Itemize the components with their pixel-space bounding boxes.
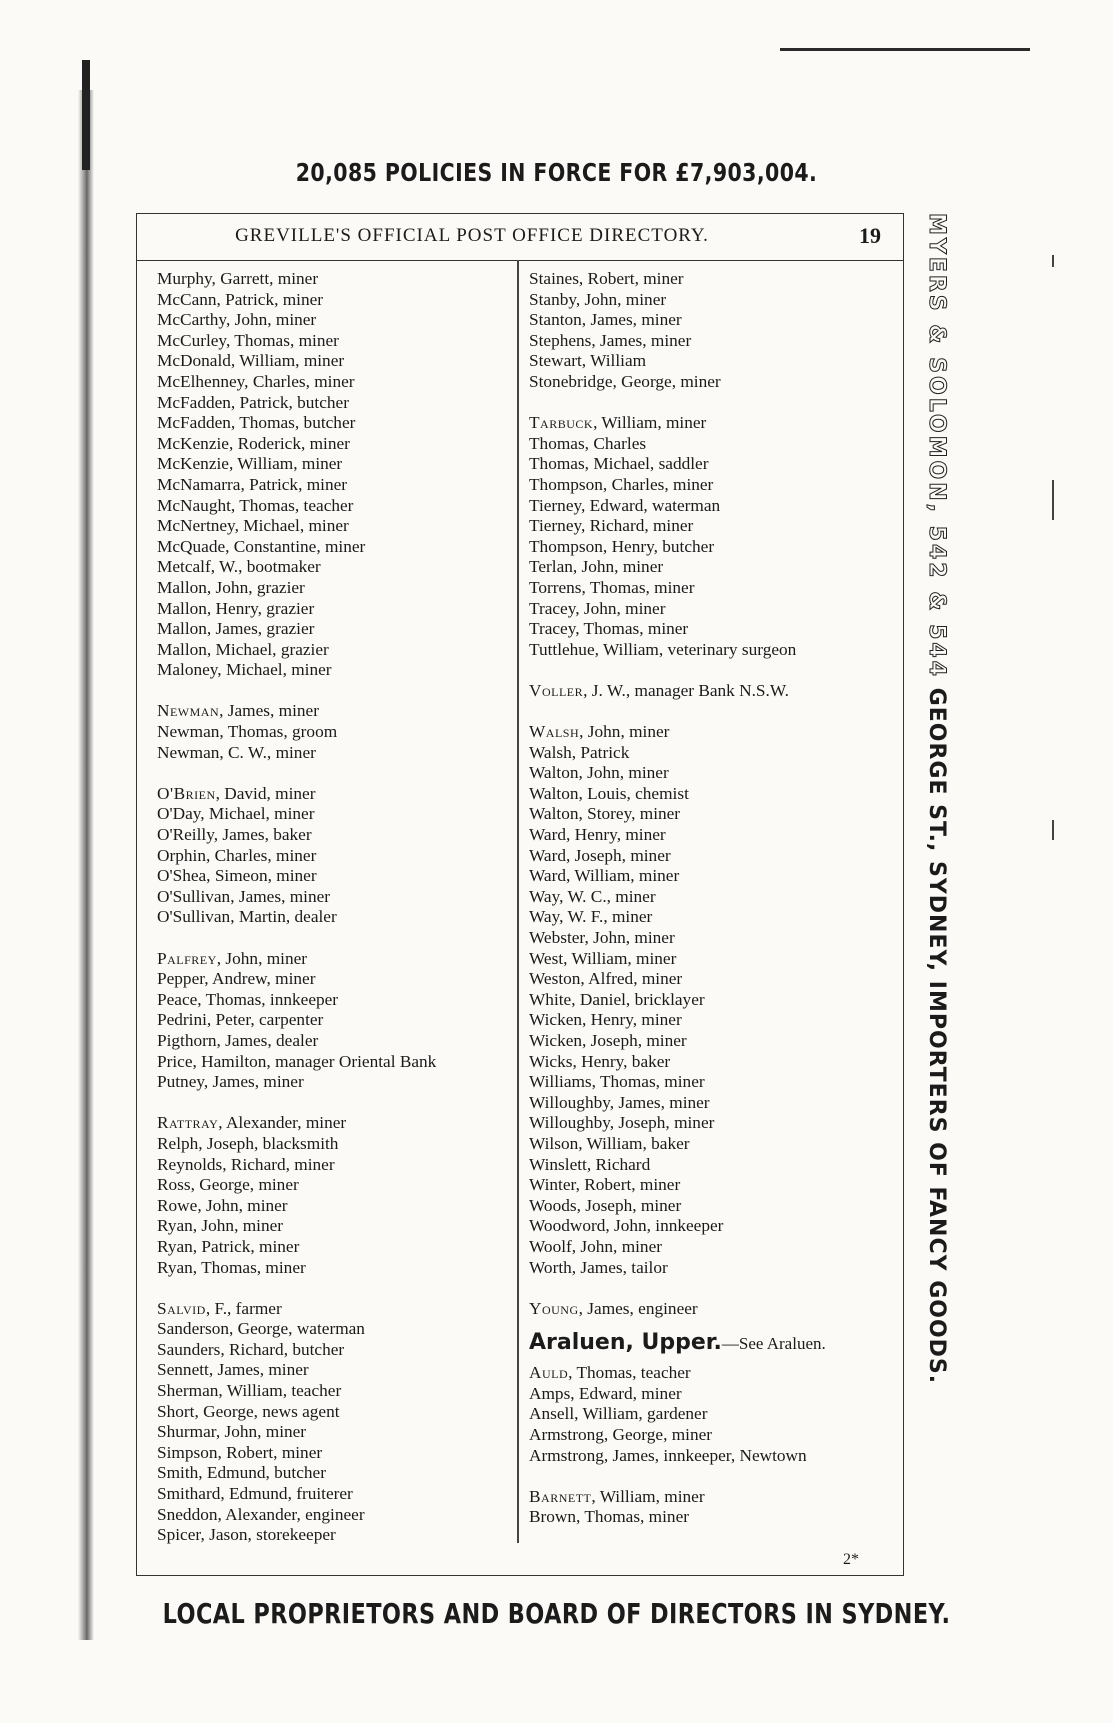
directory-entry: Barnett, William, miner <box>529 1486 705 1506</box>
side-advertisement-text <box>924 213 949 1576</box>
directory-entry: McCann, Patrick, miner <box>157 289 324 309</box>
column-divider <box>517 260 519 1543</box>
bottom-banner: LOCAL PROPRIETORS AND BOARD OF DIRECTORS IN SYDNEY. <box>162 1597 951 1630</box>
directory-entry: Pigthorn, James, dealer <box>157 1030 319 1050</box>
directory-entry: Walsh, John, miner <box>529 722 670 742</box>
directory-entry: Thomas, Michael, saddler <box>529 454 709 474</box>
directory-entry: Sherman, William, teacher <box>157 1381 342 1401</box>
directory-entry: Rowe, John, miner <box>157 1195 288 1215</box>
directory-entry: McKenzie, Roderick, miner <box>157 433 350 453</box>
section-gap <box>529 660 899 681</box>
directory-entry: Wicks, Henry, baker <box>529 1051 671 1071</box>
directory-entry: O'Brien, David, miner <box>157 783 316 803</box>
directory-entry: Armstrong, James, innkeeper, Newtown <box>529 1445 807 1465</box>
directory-entry: Walsh, Patrick <box>529 742 630 762</box>
directory-entry: Pepper, Andrew, miner <box>157 969 316 989</box>
directory-entry: Walton, Storey, miner <box>529 804 681 824</box>
directory-entry: Ansell, William, gardener <box>529 1404 708 1424</box>
directory-entry: Winter, Robert, miner <box>529 1175 681 1195</box>
directory-entry: Wilson, William, baker <box>529 1133 690 1153</box>
directory-entry: Shurmar, John, miner <box>157 1422 307 1442</box>
section-gap <box>529 393 899 414</box>
directory-entry: Ward, Henry, miner <box>529 825 666 845</box>
book-spine-shadow <box>78 90 94 1640</box>
directory-entry: Stanton, James, miner <box>529 310 682 330</box>
directory-entry: Woolf, John, miner <box>529 1236 663 1256</box>
directory-entry: O'Sullivan, Martin, dealer <box>157 907 337 927</box>
directory-entry: McDonald, William, miner <box>157 351 345 371</box>
directory-entry: Thomas, Charles <box>529 433 647 453</box>
top-rule <box>780 48 1030 51</box>
directory-entry: Tierney, Richard, miner <box>529 516 694 536</box>
right-column <box>529 269 899 1528</box>
directory-entry: Auld, Thomas, teacher <box>529 1363 691 1383</box>
directory-entry: McKenzie, William, miner <box>157 454 343 474</box>
directory-entry: Orphin, Charles, miner <box>157 845 317 865</box>
book-spine-edge <box>82 60 90 170</box>
directory-entry: Mallon, John, grazier <box>157 577 305 597</box>
directory-entry: Putney, James, miner <box>157 1072 304 1092</box>
page-number: 19 <box>859 223 881 248</box>
directory-entry: Simpson, Robert, miner <box>157 1442 323 1462</box>
directory-entry: Tarbuck, William, miner <box>529 413 707 433</box>
directory-entry: McCurley, Thomas, miner <box>157 330 339 350</box>
directory-entry: Weston, Alfred, miner <box>529 969 683 989</box>
directory-entry: Tracey, Thomas, miner <box>529 619 689 639</box>
directory-entry: Ryan, Thomas, miner <box>157 1257 306 1277</box>
directory-entry: Maloney, Michael, miner <box>157 660 332 680</box>
directory-entry: O'Shea, Simeon, miner <box>157 866 317 886</box>
directory-entry: Armstrong, George, miner <box>529 1425 713 1445</box>
directory-entry: Staines, Robert, miner <box>529 269 684 288</box>
directory-entry: Newman, James, miner <box>157 701 319 721</box>
directory-entry: Torrens, Thomas, miner <box>529 577 695 597</box>
directory-entry: Smith, Edmund, butcher <box>157 1463 326 1483</box>
directory-entry: Winslett, Richard <box>529 1154 651 1174</box>
margin-speck <box>1052 820 1054 840</box>
directory-entry: Terlan, John, miner <box>529 557 664 577</box>
directory-entry: Metcalf, W., bootmaker <box>157 557 321 577</box>
section-heading-title: Araluen, Upper. <box>529 1330 722 1356</box>
directory-entry: Webster, John, miner <box>529 928 675 947</box>
section-gap <box>157 763 512 784</box>
directory-entry: Pedrini, Peter, carpenter <box>157 1010 324 1030</box>
running-header-title: GREVILLE'S OFFICIAL POST OFFICE DIRECTORY. <box>235 225 709 246</box>
directory-entry: Stephens, James, miner <box>529 330 692 350</box>
directory-entry: Relph, Joseph, blacksmith <box>157 1133 339 1153</box>
directory-entry: McFadden, Patrick, butcher <box>157 392 349 412</box>
running-header <box>137 214 903 261</box>
directory-entry: O'Day, Michael, miner <box>157 804 315 824</box>
margin-speck <box>1052 480 1054 520</box>
directory-entry: Wicken, Henry, miner <box>529 1010 682 1030</box>
directory-entry: Spicer, Jason, storekeeper <box>157 1525 336 1545</box>
directory-entry: Tuttlehue, William, veterinary surgeon <box>529 639 797 659</box>
directory-entry: Newman, Thomas, groom <box>157 722 338 742</box>
directory-entry: Walton, Louis, chemist <box>529 783 689 803</box>
directory-entry: McCarthy, John, miner <box>157 310 317 330</box>
section-gap <box>157 1093 512 1114</box>
directory-entry: Sennett, James, miner <box>157 1360 309 1380</box>
directory-entry: Sneddon, Alexander, engineer <box>157 1504 365 1524</box>
directory-entry: Peace, Thomas, innkeeper <box>157 989 339 1009</box>
section-gap <box>529 1466 899 1487</box>
directory-entry: Stewart, William <box>529 351 647 371</box>
signature-mark: 2* <box>843 1551 859 1568</box>
side-advertisement-address: GEORGE ST., SYDNEY, IMPORTERS OF FANCY GOODS. <box>924 679 949 1385</box>
directory-entry: Reynolds, Richard, miner <box>157 1154 335 1174</box>
directory-entry: McFadden, Thomas, butcher <box>157 413 356 433</box>
side-advertisement-firm: MYERS & SOLOMON, 542 & 544 <box>924 213 949 679</box>
directory-entry: Willoughby, James, miner <box>529 1092 710 1112</box>
directory-entry: McNaught, Thomas, teacher <box>157 495 354 515</box>
left-column <box>157 269 512 1546</box>
directory-entry: McQuade, Constantine, miner <box>157 536 366 556</box>
directory-entry: Short, George, news agent <box>157 1401 340 1421</box>
directory-entry: Thompson, Henry, butcher <box>529 536 715 556</box>
directory-entry: Way, W. F., miner <box>529 907 653 927</box>
top-banner: 20,085 POLICIES IN FORCE FOR £7,903,004. <box>295 158 818 187</box>
directory-entry: Thompson, Charles, miner <box>529 474 714 494</box>
directory-entry: Tierney, Edward, waterman <box>529 495 721 515</box>
directory-entry: McNamarra, Patrick, miner <box>157 474 348 494</box>
directory-entry: Salvid, F., farmer <box>157 1298 282 1318</box>
directory-entry: Ryan, Patrick, miner <box>157 1236 300 1256</box>
directory-entry: Walton, John, miner <box>529 763 669 783</box>
section-gap <box>157 928 512 949</box>
margin-speck <box>1052 255 1054 267</box>
directory-entry: Williams, Thomas, miner <box>529 1072 705 1092</box>
directory-entry: Ross, George, miner <box>157 1175 299 1195</box>
directory-entry: Ward, Joseph, miner <box>529 845 671 865</box>
directory-entry: Mallon, James, grazier <box>157 619 315 639</box>
directory-entry: Mallon, Michael, grazier <box>157 639 329 659</box>
directory-entry: Murphy, Garrett, miner <box>157 269 319 288</box>
directory-entry: Young, James, engineer <box>529 1298 698 1318</box>
directory-entry: Woods, Joseph, miner <box>529 1195 682 1215</box>
section-heading <box>529 1319 899 1363</box>
directory-entry: Smithard, Edmund, fruiterer <box>157 1484 353 1504</box>
directory-entry: Amps, Edward, miner <box>529 1383 682 1403</box>
directory-entry: Worth, James, tailor <box>529 1257 668 1277</box>
directory-entry: Mallon, Henry, grazier <box>157 598 315 618</box>
side-advertisement <box>918 213 954 1576</box>
directory-entry: Rattray, Alexander, miner <box>157 1113 347 1133</box>
directory-entry: O'Sullivan, James, miner <box>157 886 331 906</box>
directory-entry: Ward, William, miner <box>529 866 680 886</box>
section-gap <box>529 701 899 722</box>
directory-page-frame <box>136 213 904 1576</box>
section-gap <box>157 681 512 702</box>
directory-entry: McNertney, Michael, miner <box>157 516 349 536</box>
directory-entry: Ryan, John, miner <box>157 1216 284 1236</box>
directory-entry: Woodword, John, innkeeper <box>529 1216 724 1236</box>
directory-entry: West, William, miner <box>529 948 677 968</box>
directory-entry: Stonebridge, George, miner <box>529 371 721 391</box>
directory-entry: Tracey, John, miner <box>529 598 666 618</box>
section-gap <box>529 1278 899 1299</box>
right-column-entries <box>529 269 899 1319</box>
directory-entry: Wicken, Joseph, miner <box>529 1030 687 1050</box>
directory-entry: Way, W. C., miner <box>529 886 656 906</box>
right-column-entries-upper <box>529 1363 899 1528</box>
directory-entry: Newman, C. W., miner <box>157 742 316 762</box>
directory-entry: Palfrey, John, miner <box>157 948 308 968</box>
directory-entry: Saunders, Richard, butcher <box>157 1339 345 1359</box>
directory-entry: Stanby, John, miner <box>529 289 667 309</box>
section-heading-see: —See Araluen. <box>721 1334 826 1354</box>
section-gap <box>157 1278 512 1299</box>
directory-entry: Voller, J. W., manager Bank N.S.W. <box>529 680 789 700</box>
directory-entry: Willoughby, Joseph, miner <box>529 1113 715 1133</box>
directory-entry: McElhenney, Charles, miner <box>157 371 355 391</box>
directory-entry: White, Daniel, bricklayer <box>529 989 705 1009</box>
directory-entry: Sanderson, George, waterman <box>157 1319 365 1339</box>
directory-entry: O'Reilly, James, baker <box>157 825 312 845</box>
directory-entry: Price, Hamilton, manager Oriental Bank <box>157 1051 437 1071</box>
directory-entry: Brown, Thomas, miner <box>529 1507 689 1527</box>
